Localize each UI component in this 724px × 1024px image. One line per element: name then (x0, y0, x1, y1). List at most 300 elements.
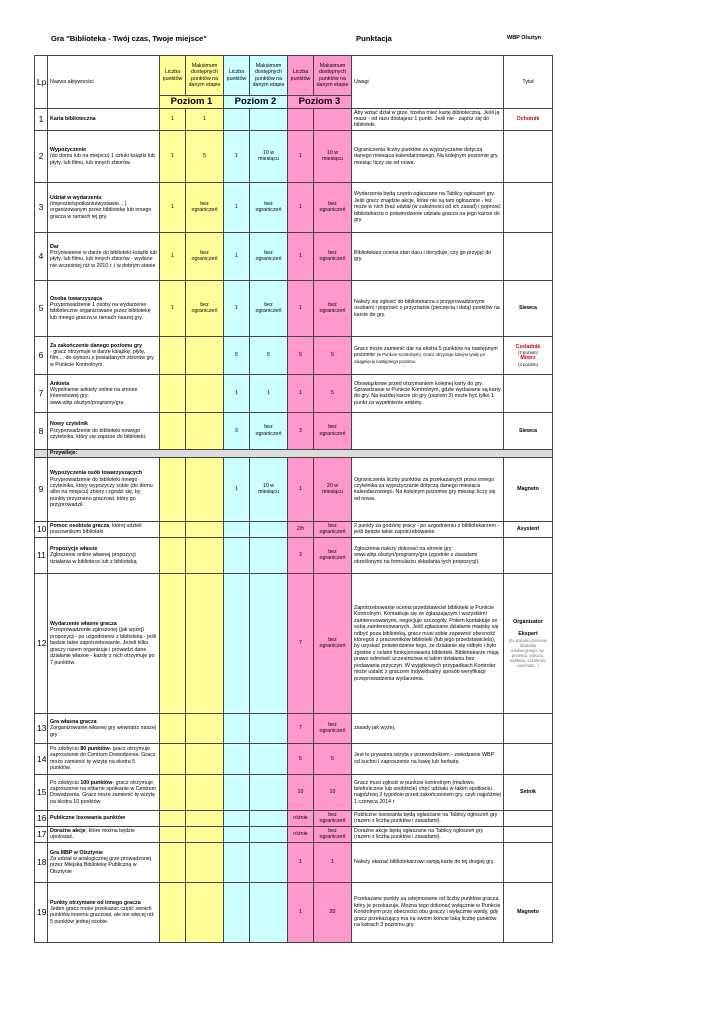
title-cell (504, 826, 553, 842)
activity-name: Wydarzenie własne gracza (50, 620, 117, 627)
lp-cell: 13 (35, 713, 48, 743)
level-1-count (160, 826, 186, 842)
title-cell (504, 374, 553, 412)
level-2-count (224, 573, 250, 713)
lp-cell: 15 (35, 774, 48, 810)
title-line: (3 poziom) (518, 361, 538, 367)
activity-prefix: Po zdobyciu (50, 746, 81, 753)
level-3-count: 1 (288, 130, 314, 182)
activity-cell (48, 108, 160, 130)
notes-text: Wydarzenia będą często ogłaszane na Tablicy ogłoszeń gry. Jeśli gracz znajdzie akcje, które nie są tam ogłoszone - też może w nich brać udział (w zależności od ich zasad) i poprosić bibliotekarza o potwierdzenie udziału gracza na jego karcie do gry. (354, 191, 501, 224)
notes-cell (352, 336, 504, 374)
notes-text: Zgłoszenia należy dokonać na stronie gry: www.wbp.olsztyn/programy/gra (zgodnie z zasadami określonymi na formularzu składania tych propozycji). (354, 545, 480, 565)
level-1-max (186, 826, 224, 842)
level-3-count: 1 (288, 842, 314, 882)
level-3-max: 20 (314, 882, 352, 942)
lp-cell: 18 (35, 842, 48, 882)
table-row (35, 130, 553, 182)
section-label (48, 449, 553, 457)
col-l2-max: Maksimum dostępnych punktów na danym etapie (250, 56, 288, 96)
activity-desc: - gracz otrzymuje zaproszenie na elitarne spotkanie w Centrum Dowodzenia. Gracz może zamienić tę wizytę na ekstra 10 punktów. (50, 779, 156, 805)
activity-cell (48, 573, 160, 713)
level-3-count: 1 (288, 232, 314, 280)
title-name: Organizator (513, 618, 543, 625)
level-3-count: 5 (288, 336, 314, 374)
title-cell (504, 713, 553, 743)
activity-cell (48, 232, 160, 280)
level-2-max (250, 826, 288, 842)
level-3-count: 7 (288, 573, 314, 713)
title-line: (2 poziom) (518, 350, 538, 356)
level-1-count: 1 (160, 232, 186, 280)
level-1-count (160, 810, 186, 826)
activity-name: Doraźne akcje (50, 827, 86, 834)
notes-text: 2 punkty za godzinę pracy - po uzgodnieniu z bibliotekarzem - jeśli będzie takie zapotrzebowanie. (354, 522, 500, 536)
activity-desc: , której udzieli pracownikom biblioteki. (50, 522, 142, 536)
level-3-max: bez ograniczeń (314, 521, 352, 537)
level-2-count: 3 (224, 412, 250, 449)
table-row (35, 449, 553, 457)
level-2-max (250, 521, 288, 537)
level-2-count: 1 (224, 374, 250, 412)
points-table (34, 55, 553, 943)
col-l1-max: Maksimum dostępnych punktów na danym etapie (186, 56, 224, 96)
level-2-count (224, 826, 250, 842)
level-1-count (160, 774, 186, 810)
notes-cell (352, 412, 504, 449)
level-3-count: 3 (288, 537, 314, 573)
table-row (35, 842, 553, 882)
level-3-max: 20 w miesiącu (314, 457, 352, 521)
level-3-max: bez ograniczeń (314, 810, 352, 826)
notes-text: Aby wziąć dział w grze, trzeba mieć kartę biblioteczną. Jeśli ją masz - od razu dostajesz 1 punkt. Jeśli nie - zapisz się do biblioteki. (354, 109, 500, 129)
notes-text: Należy okazać bibliotekarzowi swoją kartę do tej drugiej gry. (354, 859, 495, 866)
level-2-max: bez ograniczeń (250, 280, 288, 336)
level-1-max (186, 573, 224, 713)
level-1-max: 1 (186, 108, 224, 130)
level-2-max: 5 (250, 336, 288, 374)
activity-cell (48, 374, 160, 412)
level-1-count (160, 457, 186, 521)
level-2-max (250, 537, 288, 573)
level-2-count: 1 (224, 130, 250, 182)
level-2-max (250, 882, 288, 942)
level-2-count (224, 537, 250, 573)
level-3-max: bez ograniczeń (314, 713, 352, 743)
lp-cell: 12 (35, 573, 48, 713)
activity-desc: Zorganizowanie własnej gry wewnątrz naszej gry (50, 725, 156, 738)
title-cell (504, 232, 553, 280)
activity-name: Udział w wydarzeniu (50, 194, 102, 201)
activity-desc: Zgłoszenie online własnej propozycji działania w bibliotece lub z biblioteką (50, 552, 137, 565)
notes-cell (352, 108, 504, 130)
level-2-count (224, 713, 250, 743)
level-3-max: bez ograniczeń (314, 412, 352, 449)
level-3-count: różnie (288, 810, 314, 826)
activity-desc: Przyprowadzenie 1 osoby na wydarzenie biblioteczne organizowane przez bibliotekę lub innego gracza w ramach naszej gry. (50, 301, 151, 321)
title-cell (504, 743, 553, 774)
activity-desc: , które można będzie upolować. (50, 827, 135, 841)
lp-cell: 19 (35, 882, 48, 942)
level-1-count: 1 (160, 182, 186, 232)
activity-desc: Wypełnienie ankiety online na stronie internetowej gry: www.wbp.olsztyn/programy/gra (50, 386, 138, 406)
title-cell (504, 842, 553, 882)
activity-name: Punkty otrzymane od innego gracza (50, 899, 141, 906)
table-row (35, 374, 553, 412)
level-3-count: 10 (288, 774, 314, 810)
lp-cell (35, 449, 48, 457)
level-3-max: 1 (314, 842, 352, 882)
title-name-2: Ekspert (518, 631, 538, 638)
notes-text: Przekazane punkty są odejmowane od liczby punktów gracza, który je przekazuje. Można tego dokonać wyłącznie w Punkcie Kontrolnym przy obecności obu graczy i wyłącznie wtedy, gdy gracz przekazujący ma na swoim koncie taką liczbę punktów na katrach 3 poziomu gry. (354, 896, 501, 929)
level-1-max: 5 (186, 130, 224, 182)
notes-text: Publiczne losowania będą ogłaszane na Tablicy ogłoszeń gry (razem z liczbą punktów i zasadami). (354, 811, 498, 825)
activity-cell (48, 412, 160, 449)
level-3-max: 5 (314, 374, 352, 412)
col-l3-max: Maksimum dostępnych punktów na danym etapie (314, 56, 352, 96)
table-row (35, 826, 553, 842)
section-title: Punktacja (356, 34, 392, 43)
activity-cell (48, 743, 160, 774)
title-cell (504, 182, 553, 232)
level-1-count: 1 (160, 280, 186, 336)
level-1-max (186, 374, 224, 412)
notes-text: Obowiązkowe przed otrzymaniem kolejnej karty do gry. Sprawdzanie w Punkcie Kontrolnym, gdzie wydawane są karty do gry. Na każdej karcie do gry (poziom 3) może być tylko 1 punkt za wypełnienie ankiety. (354, 380, 501, 406)
title-name: Magneto (517, 486, 539, 493)
level-3-count: 3 (288, 412, 314, 449)
activity-name: Wypożyczenia osób towarzyszących (50, 470, 143, 477)
lp-cell: 7 (35, 374, 48, 412)
title-name: Czeladnik (515, 343, 541, 350)
level-3-label: Poziom 3 (288, 96, 352, 109)
level-2-count: 1 (224, 457, 250, 521)
activity-name: Ankieta (50, 380, 70, 387)
title-name: Ochotnik (516, 116, 540, 123)
level-2-max: 1 (250, 374, 288, 412)
table-row (35, 743, 553, 774)
lp-cell: 10 (35, 521, 48, 537)
level-2-max (250, 713, 288, 743)
notes-text: Bibliotekarz ocenia stan daru i decyduje, czy go przyjąć do gry. (354, 249, 492, 263)
notes-cell (352, 810, 504, 826)
level-2-max (250, 810, 288, 826)
level-2-max (250, 743, 288, 774)
level-1-max: bez ograniczeń (186, 182, 224, 232)
activity-cell (48, 521, 160, 537)
col-title: Tytuł (504, 56, 553, 109)
level-2-max: bez ograniczeń (250, 182, 288, 232)
title-cell (504, 412, 553, 449)
lp-cell: 11 (35, 537, 48, 573)
activity-name: Osoba towarzysząca (50, 295, 103, 302)
level-1-max (186, 412, 224, 449)
level-2-count: 1 (224, 280, 250, 336)
level-1-max (186, 882, 224, 942)
level-3-max: bez ograniczeń (314, 537, 352, 573)
level-3-max: bez ograniczeń (314, 280, 352, 336)
activity-name: Nowy czytelnik (50, 421, 88, 428)
title-name: Magneto (517, 909, 539, 916)
level-3-max: 5 (314, 336, 352, 374)
activity-cell (48, 182, 160, 232)
table-row (35, 280, 553, 336)
activity-name: Gra MBP w Olsztynie (50, 849, 103, 856)
activity-name: 80 punktów (80, 746, 110, 753)
lp-cell: 2 (35, 130, 48, 182)
notes-small: (w Punkcie Kontrolnym). Gracz otrzymuje kolejne tytuły po osiągnięciu następnego poziomu. (354, 352, 485, 364)
notes-cell (352, 457, 504, 521)
level-2-max (250, 573, 288, 713)
table-row (35, 882, 553, 942)
lp-cell: 1 (35, 108, 48, 130)
title-cell (504, 130, 553, 182)
activity-cell (48, 774, 160, 810)
notes-cell (352, 232, 504, 280)
lp-cell: 6 (35, 336, 48, 374)
title-line: Mistrz (520, 355, 536, 362)
level-1-count (160, 713, 186, 743)
col-name: Nazwa aktywności (48, 56, 160, 109)
activity-name: 100 punktów (80, 779, 113, 786)
notes-cell (352, 280, 504, 336)
table-row (35, 457, 553, 521)
level-2-count (224, 774, 250, 810)
notes-text: zasady jak wyżej. (354, 725, 396, 732)
notes-text: Doraźne akcje będą ogłaszane na Tablicy ogłoszeń gry (razem z liczbą punktów i zasadami). (354, 827, 484, 841)
lp-cell: 16 (35, 810, 48, 826)
notes-cell (352, 713, 504, 743)
notes-text: Należy się zgłosić do bibliotekarza z przyprowadzonymi osobami i poprosić o przyznanie (pieczęcią i datą) punktów na karcie do gry. (354, 298, 500, 318)
level-3-count: 1 (288, 457, 314, 521)
activity-desc: - gracz otrzymuje zaproszenie do Centrum Dowodzenia. Gracz może zamienić tę wizytę na ekstra 5 punktów. (50, 746, 156, 772)
level-1-count: 1 (160, 108, 186, 130)
level-1-count: 1 (160, 130, 186, 182)
col-lp: Lp. (35, 56, 48, 109)
level-1-max (186, 457, 224, 521)
organization-label: WBP Olsztyn (507, 35, 542, 41)
title-cell (504, 521, 553, 537)
notes-text: Zapotrzebowanie ocenia przedstawiciel biblioteki w Punkcie Kontrolnym. Kontaktuje się ze zgłaszającym i wszystkimi zainteresowanymi, negocjuje szczegóły. Potem kontaktuje ze sobą zainteresowanych. Jeśli zgłaszane działanie miałoby się odbyć poza biblioteką, gracz musi sobie zapewnić obecność któregoś z pracowników biblioteki (lub jego przedstawiciela), by uzyskać potwierdzenie tego, że działanie się odbyło i było zgodne z celami funkcjonowania biblioteki. Bibliotekarze mają prawo odmówić uczestnictwa w takim działaniu bez podawania przyczyn. W wyjątkowych przypadkach Kontroler może ustalić z graczem indywidualny sposób weryfikacji przeprowadzenia wydarzenia. (354, 604, 499, 682)
notes-cell (352, 374, 504, 412)
level-2-count (224, 842, 250, 882)
level-2-count: 5 (224, 336, 250, 374)
level-1-count (160, 374, 186, 412)
title-cell (504, 336, 553, 374)
level-1-count (160, 521, 186, 537)
level-1-count (160, 882, 186, 942)
level-3-count (288, 108, 314, 130)
level-2-label: Poziom 2 (224, 96, 288, 109)
level-3-count: 1 (288, 882, 314, 942)
title-name: Siewca (519, 427, 537, 434)
activity-name: Za zakończenie danego poziomu gry (50, 342, 143, 349)
title-cell (504, 774, 553, 810)
col-l2-count: Liczba punktów (224, 56, 250, 96)
activity-name: Wypożyczenie (50, 146, 87, 153)
table-row (35, 713, 553, 743)
level-3-count: 5 (288, 743, 314, 774)
level-2-max (250, 108, 288, 130)
title-2-note: (za popularyzowanie działania edukacyjnego, np. prelekcji, pokazu, wykładu, szkolenia, warsztatu...) (508, 637, 548, 669)
lp-cell: 5 (35, 280, 48, 336)
level-1-max (186, 537, 224, 573)
table-row (35, 182, 553, 232)
activity-desc: Za udział w analogicznej grze prowadzonej przez Miejską Bibliotekę Publiczną w Olsztynie (50, 855, 151, 875)
notes-cell (352, 882, 504, 942)
level-1-max (186, 713, 224, 743)
notes-cell (352, 537, 504, 573)
title-cell (504, 573, 553, 713)
table-row (35, 336, 553, 374)
level-2-max: bez ograniczeń (250, 412, 288, 449)
level-3-count: 2/h (288, 521, 314, 537)
level-1-max (186, 336, 224, 374)
level-1-count (160, 412, 186, 449)
table-row (35, 521, 553, 537)
table-row (35, 573, 553, 713)
activity-desc: Przyprowadzenie do biblioteki innego czytelnika, który wypożyczy sobie (do domu albo na miejscu) zbiory i zgodzi się, by punkty przyznano graczowi, który go przyprowadził. (50, 476, 153, 509)
level-1-count (160, 842, 186, 882)
activity-cell (48, 713, 160, 743)
title-cell (504, 537, 553, 573)
title-name: Asystent (516, 526, 540, 533)
level-3-max: 10 (314, 774, 352, 810)
level-2-count: 1 (224, 182, 250, 232)
level-1-max: bez ograniczeń (186, 232, 224, 280)
notes-cell (352, 774, 504, 810)
level-1-count (160, 537, 186, 573)
notes-text: Gracz może zamienić dar na ekstra 5 punktów na następnym poziomie (354, 345, 498, 359)
header-row (35, 56, 553, 96)
level-1-count (160, 336, 186, 374)
title-cell (504, 457, 553, 521)
lp-cell: 4 (35, 232, 48, 280)
level-2-max: 10 w miesiącu (250, 457, 288, 521)
level-3-count: 1 (288, 182, 314, 232)
table-row (35, 412, 553, 449)
level-3-max: bez ograniczeń (314, 573, 352, 713)
level-2-max (250, 774, 288, 810)
lp-cell: 9 (35, 457, 48, 521)
notes-text: Ograniczenia liczby punktów za wypożyczanie dotyczą danego miesiąca kalendarzowego. Na kolejnym poziomie gry miesiąc liczy się od nowa. (354, 146, 498, 166)
level-2-count (224, 521, 250, 537)
table-row (35, 232, 553, 280)
notes-cell (352, 130, 504, 182)
lp-cell: 14 (35, 743, 48, 774)
activity-desc: (imprezie/spotkaniu/wystawie....) organizowanym przez bibliotekę lub innego gracza w ramach tej gry. (50, 200, 152, 220)
level-2-count (224, 882, 250, 942)
lp-cell: 3 (35, 182, 48, 232)
document-title: Gra "Biblioteka - Twój czas, Twoje miejsce" (51, 34, 207, 43)
lp-cell: 17 (35, 826, 48, 842)
level-2-count: 1 (224, 232, 250, 280)
level-3-max: bez ograniczeń (314, 182, 352, 232)
title-cell (504, 882, 553, 942)
level-3-max: bez ograniczeń (314, 232, 352, 280)
notes-text: Ograniczenia liczby punktów za przekazanych przez innego czytelnika za wypożyczanie dotyczą danego miesiąca kalendarzowego. Na kolejnym poziomie gry miesiąc liczy się od nowa. (354, 476, 496, 502)
activity-cell (48, 810, 160, 826)
level-1-max: bez ograniczeń (186, 280, 224, 336)
level-3-max: 10 w miesiącu (314, 130, 352, 182)
title-cell (504, 810, 553, 826)
level-2-count (224, 743, 250, 774)
activity-desc: - gracz otrzymuje w darze książkę, płytę, film.... do wyboru z posiadanych zbiorów gry w Punkcie Kontrolnym. (50, 348, 154, 368)
activity-name: Dar (50, 243, 59, 250)
level-3-count: 1 (288, 374, 314, 412)
level-1-count (160, 573, 186, 713)
activity-desc: Przyprowadzenie do biblioteki nowego czytelnika, który się zapisze do biblioteki. (50, 427, 147, 441)
activity-cell (48, 842, 160, 882)
notes-text: Gracz musi zgłosić w punkcie kontrolnym (mailowo, telefonicznie lub osobiście) chęć udziału w takim spotkaniu najpóźniej 2 tygodnie przed zakończeniem gry, czyli najpóźniej 1 czerwca 2014 r. (354, 779, 501, 805)
activity-cell (48, 457, 160, 521)
level-2-max: 10 w miesiącu (250, 130, 288, 182)
table-row (35, 108, 553, 130)
level-3-max: bez ograniczeń (314, 826, 352, 842)
notes-cell (352, 521, 504, 537)
activity-desc: Jeden gracz może przekazać część swoich punktów innemu graczowi, ale nie więcej niż 5 punktów jednej osobie. (50, 905, 154, 925)
table-row (35, 537, 553, 573)
level-3-max (314, 108, 352, 130)
lp-cell: 8 (35, 412, 48, 449)
activity-name: Gra własna gracza (50, 718, 97, 725)
level-2-count (224, 810, 250, 826)
activity-name: Propozycje własne (50, 545, 98, 552)
notes-cell (352, 743, 504, 774)
activity-desc: Przeprowadzenie zgłoszonej (jak wyżej) propozycji - po uzgodnieniu z biblioteką - jeśli będzie takie zapotrzebowanie. Jeżeli kilku graczy razem organizuje i prowadzi dane działanie własne - każdy z nich otrzymuje po 7 punktów. (50, 627, 157, 666)
level-1-max (186, 810, 224, 826)
notes-cell (352, 842, 504, 882)
level-2-count (224, 108, 250, 130)
col-l3-count: Liczba punktów (288, 56, 314, 96)
activity-cell (48, 280, 160, 336)
level-1-count (160, 743, 186, 774)
activity-name: Pomoc osobista gracza (50, 522, 110, 529)
col-l1-count: Liczba punktów (160, 56, 186, 96)
level-3-count: różnie (288, 826, 314, 842)
activity-cell (48, 882, 160, 942)
activity-cell (48, 826, 160, 842)
table-row (35, 774, 553, 810)
activity-desc: (do domu lub na miejscu) 1 sztuki książki lub płyty, lub filmu, lub innych zbiorów. (50, 153, 155, 166)
title-cell (504, 280, 553, 336)
level-3-max: 5 (314, 743, 352, 774)
table-row (35, 810, 553, 826)
activity-name: Karta biblioteczna (50, 116, 96, 123)
activity-name: Publiczne losowania punktów (50, 815, 126, 822)
level-1-label: Poziom 1 (160, 96, 224, 109)
activity-cell (48, 537, 160, 573)
level-1-max (186, 842, 224, 882)
title-name: Setnik (520, 789, 536, 796)
activity-prefix: Po zdobyciu (50, 779, 81, 786)
col-notes: Uwagi (352, 56, 504, 109)
level-3-count: 1 (288, 280, 314, 336)
section-label-text: Przywileje: (50, 450, 78, 457)
level-1-max (186, 521, 224, 537)
title-name: Siewca (519, 305, 537, 312)
level-2-max (250, 842, 288, 882)
notes-cell (352, 573, 504, 713)
activity-desc: Przyniesienie w darze do biblioteki książki lub płyty, lub filmu, lub innych zbiorów - wydane nie wcześniej niż w 2010 r. i w dobrym stanie (50, 249, 157, 269)
level-3-count: 7 (288, 713, 314, 743)
level-1-max (186, 774, 224, 810)
notes-cell (352, 826, 504, 842)
activity-cell (48, 336, 160, 374)
level-2-max: bez ograniczeń (250, 232, 288, 280)
activity-cell (48, 130, 160, 182)
level-1-max (186, 743, 224, 774)
notes-cell (352, 182, 504, 232)
